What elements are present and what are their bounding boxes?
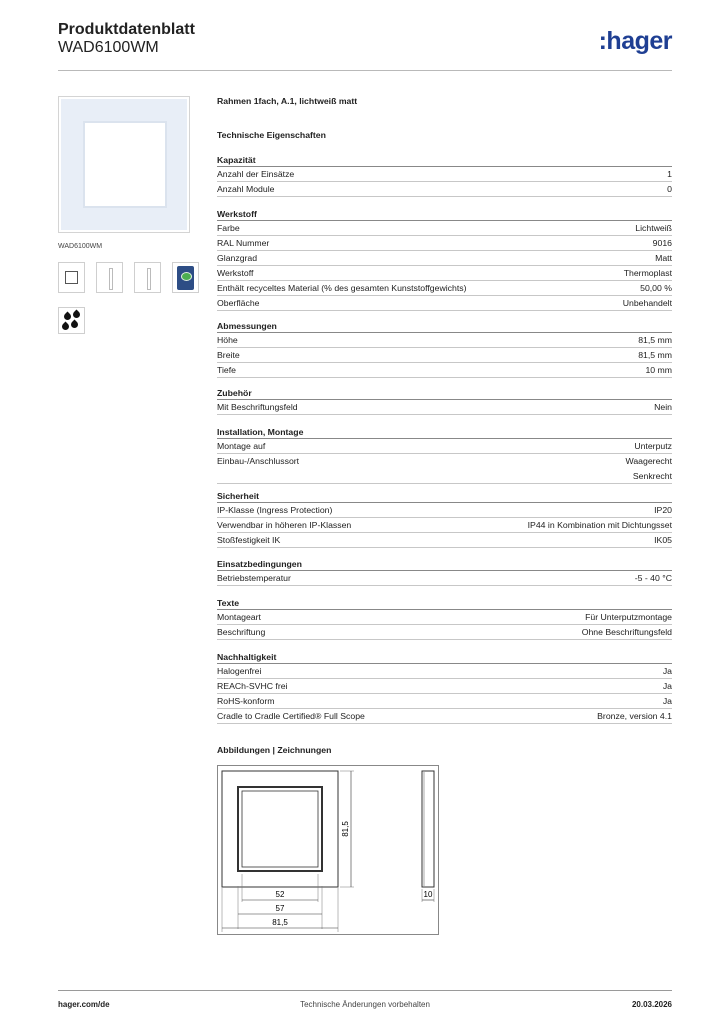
spec-row [217,625,672,640]
dim-height-label: 81,5 [341,821,350,837]
spec-value: 81,5 mm [638,335,672,345]
spec-value-secondary: Senkrecht [632,470,672,481]
spec-label: Tiefe [217,365,236,375]
spec-row [217,709,672,724]
spec-group [217,490,672,548]
footer-date: 20.03.2026 [631,1000,672,1009]
thumbnail-front[interactable] [58,262,85,293]
spec-label: IP-Klasse (Ingress Protection) [217,505,333,515]
water-drops-icon [58,307,85,334]
spec-label: Farbe [217,223,240,233]
spec-row [217,281,672,296]
dimension-drawing [218,766,438,934]
product-name: Rahmen 1fach, A.1, lichtweiß matt [217,96,358,106]
spec-group-title: Sicherheit [217,490,672,503]
spec-value: Matt [655,253,672,263]
photo-caption: WAD6100WM [58,243,103,250]
frame-image [61,99,187,230]
spec-row [217,167,672,182]
spec-label: Mit Beschriftungsfeld [217,402,298,412]
spec-label: Glanzgrad [217,253,258,263]
hager-logo: :hager [598,27,672,55]
product-code: WAD6100WM [58,39,159,56]
spec-label: Höhe [217,335,238,345]
spec-value: 50,00 % [640,283,672,293]
thumbnail-side-2[interactable] [134,262,161,293]
spec-value: IK05 [654,535,672,545]
dim-window-label: 57 [275,904,285,913]
spec-row [217,664,672,679]
spec-row [217,266,672,281]
footer-website[interactable]: hager.com/de [58,1000,110,1009]
spec-label: Cradle to Cradle Certified® Full Scope [217,711,365,721]
technical-drawing [217,765,439,935]
spec-row [217,221,672,236]
spec-label: Enthält recyceltes Material (% des gesamten Kunststoffgewichts) [217,283,467,293]
spec-label: Stoßfestigkeit IK [217,535,281,545]
page-footer [58,990,672,1021]
dim-inner-label: 52 [275,890,285,899]
spec-label: Halogenfrei [217,666,262,676]
spec-group [217,426,672,484]
spec-label: Werkstoff [217,268,254,278]
spec-group-title: Einsatzbedingungen [217,558,672,571]
spec-value: 0 [667,184,672,194]
spec-value: IP20 [654,505,672,515]
spec-group [217,154,672,197]
spec-label: Anzahl der Einsätze [217,169,295,179]
dim-depth-label: 10 [423,890,433,899]
spec-group [217,597,672,640]
drawing-title: Abbildungen | Zeichnungen [217,745,332,755]
spec-value: 10 mm [645,365,672,375]
spec-row [217,296,672,311]
spec-group [217,387,672,415]
spec-value: 9016 [652,238,672,248]
spec-row [217,439,672,454]
spec-label: REACh-SVHC frei [217,681,288,691]
spec-group-title: Nachhaltigkeit [217,651,672,664]
spec-row [217,363,672,378]
frame-side-icon [109,268,113,290]
spec-group [217,558,672,586]
spec-group-title: Werkstoff [217,208,672,221]
spec-row [217,503,672,518]
spec-value: -5 - 40 °C [634,573,672,583]
spec-row [217,571,672,586]
spec-label: RAL Nummer [217,238,270,248]
spec-row [217,348,672,363]
spec-group-title: Texte [217,597,672,610]
frame-window [83,121,167,208]
spec-value: Nein [654,402,672,412]
thumbnail-side[interactable] [96,262,123,293]
product-photo [58,96,190,233]
spec-label: Montage auf [217,441,266,451]
spec-value: Für Unterputzmontage [585,612,672,622]
spec-value: 1 [667,169,672,179]
spec-label: RoHS-konform [217,696,275,706]
spec-value: Unbehandelt [622,298,672,308]
spec-value: Lichtweiß [635,223,672,233]
spec-group [217,208,672,311]
spec-group [217,320,672,378]
frame-front-icon [65,271,78,284]
spec-value: Unterputz [634,441,672,451]
spec-row [217,333,672,348]
spec-label: Verwendbar in höheren IP-Klassen [217,520,352,530]
eco-label-icon [177,266,194,290]
spec-row [217,236,672,251]
document-title: Produktdatenblatt [58,21,195,38]
spec-value: Ohne Beschriftungsfeld [581,627,672,637]
spec-label: Betriebstemperatur [217,573,291,583]
spec-row [217,454,672,484]
page-header [58,20,672,71]
spec-label: Breite [217,350,240,360]
thumbnail-eco-label[interactable] [172,262,199,293]
spec-group-title: Kapazität [217,154,672,167]
spec-label: Einbau-/Anschlussort [217,456,300,466]
spec-label: Montageart [217,612,261,622]
spec-label: Beschriftung [217,627,266,637]
spec-value: Waagerecht [625,456,672,466]
spec-row [217,518,672,533]
spec-value: Bronze, version 4.1 [597,711,672,721]
spec-row [217,182,672,197]
spec-label: Anzahl Module [217,184,275,194]
spec-group-title: Zubehör [217,387,672,400]
spec-row [217,251,672,266]
spec-value: IP44 in Kombination mit Dichtungsset [527,520,672,530]
spec-row [217,610,672,625]
spec-row [217,679,672,694]
frame-side-icon [147,268,151,290]
spec-group-title: Abmessungen [217,320,672,333]
spec-row [217,533,672,548]
spec-group [217,651,672,724]
spec-value: Ja [662,696,672,706]
footer-notice: Technische Änderungen vorbehalten [300,1000,430,1009]
spec-group-title: Installation, Montage [217,426,672,439]
spec-heading: Technische Eigenschaften [217,130,326,140]
dim-width-label: 81,5 [272,918,288,927]
spec-label: Oberfläche [217,298,260,308]
spec-value: 81,5 mm [638,350,672,360]
spec-value: Ja [662,666,672,676]
spec-row [217,400,672,415]
spec-row [217,694,672,709]
spec-value: Ja [662,681,672,691]
spec-value: Thermoplast [623,268,672,278]
